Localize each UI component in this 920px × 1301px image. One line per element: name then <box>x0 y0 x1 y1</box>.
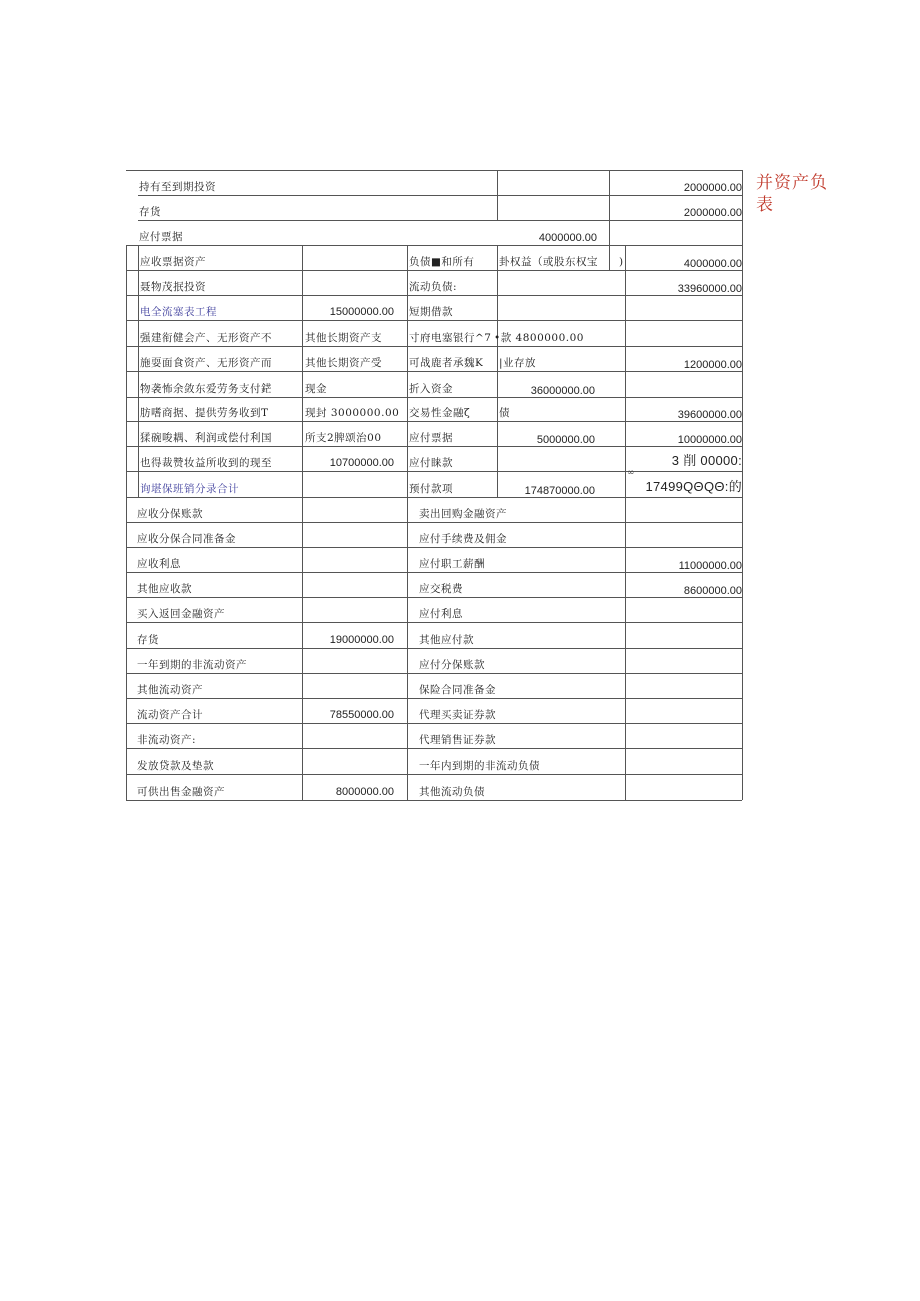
grid-line <box>126 648 742 649</box>
grid-line <box>126 245 127 800</box>
row-value-mid: 36000000.00 <box>530 385 595 397</box>
row-label-right: 折入资金 <box>409 383 453 395</box>
row-value-left: 10700000.00 <box>329 457 394 469</box>
row-label-right: 代理销售证券款 <box>419 734 496 746</box>
top-row-value: 2000000.00 <box>683 182 742 194</box>
row-label-right: 应付手续费及佣金 <box>419 533 507 545</box>
row-label-left: 肪嗜商据、提供劳务收到T <box>140 407 269 419</box>
row-label-left: 应收分保合同准备金 <box>137 533 236 545</box>
row-value-right: 17499QΘQΘ:的 <box>645 479 742 494</box>
grid-line <box>126 497 742 498</box>
grid-line <box>126 748 742 749</box>
grid-line <box>126 295 742 296</box>
row-label-right: 短期借款 <box>409 306 453 318</box>
row-note-left: 其他长期资产受 <box>305 357 382 369</box>
grid-line <box>742 245 743 800</box>
row-label-right: 一年内到期的非流动负债 <box>419 760 540 772</box>
row-label-right: 可战鹿者承魏K <box>409 357 484 369</box>
row-value-mid: 5000000.00 <box>536 434 595 446</box>
sheet-title-line1: 并资产负 <box>756 173 828 193</box>
row-note-left: 现金 <box>305 383 327 395</box>
grid-line <box>497 170 498 220</box>
row-value-right: 4000000.00 <box>683 258 742 270</box>
row-label-left: 应收利息 <box>137 558 181 570</box>
top-row-label: 持有至到期投资 <box>139 181 216 193</box>
row-label-left: 存货 <box>137 634 159 646</box>
grid-line <box>742 170 743 245</box>
grid-line <box>126 572 742 573</box>
top-row-value: 4000000.00 <box>538 232 597 244</box>
row-note-left: 所支2脾颂治00 <box>305 432 382 444</box>
row-value-left: 8000000.00 <box>335 786 394 798</box>
grid-line <box>126 597 742 598</box>
row-value-right: 3 削 00000: <box>671 453 742 468</box>
row-note-mid: 债 <box>499 407 510 419</box>
grid-line <box>407 245 408 800</box>
row-label-right: 应付睐款 <box>409 457 453 469</box>
sheet-title <box>756 172 836 216</box>
grid-line <box>126 170 742 171</box>
row-note-left: 其他长期资产支 <box>305 332 382 344</box>
row-value-left: 19000000.00 <box>329 634 394 646</box>
row-label-right: 其他应付款 <box>419 634 474 646</box>
grid-line <box>126 774 742 775</box>
grid-line <box>126 270 742 271</box>
row-value-right: 33960000.00 <box>677 283 742 295</box>
stray-mark: ∞ <box>627 468 635 478</box>
grid-line <box>126 421 742 422</box>
row-note-mid: •款 4800000.00 <box>494 332 584 344</box>
row-label-left: 其他应收款 <box>137 583 192 595</box>
top-row-label: 应付票据 <box>139 231 183 243</box>
grid-line <box>138 220 742 221</box>
row-label-left: 猱碗唆耦、利润或偿付利国 <box>140 432 272 444</box>
row-value-right: 1200000.00 <box>683 359 742 371</box>
row-label-left: 物袭怖余敛东爱劳务支付鋩 <box>140 383 272 395</box>
row-label-left: 询堪保班销分录合计 <box>140 483 239 495</box>
row-value-left: 78550000.00 <box>329 709 394 721</box>
top-row-label: 存货 <box>139 206 161 218</box>
row-label-right: 保险合同准备金 <box>419 684 496 696</box>
row-label-left: 也得裁赞妆益所收到的现至 <box>140 457 272 469</box>
grid-line <box>625 245 626 800</box>
row-label-left: 买入返回金融资产 <box>137 608 225 620</box>
row-label-right: 交易性金融ζ <box>409 407 471 419</box>
grid-line <box>126 800 742 801</box>
row-label-left: 一年到期的非流动资产 <box>137 659 247 671</box>
grid-line <box>126 698 742 699</box>
row-label-left: 非流动资产: <box>137 734 197 746</box>
sheet-title-line2: 表 <box>756 195 774 215</box>
row-label-right: 应付利息 <box>419 608 463 620</box>
row-label-left: 应收分保账款 <box>137 508 203 520</box>
row-value-left: 15000000.00 <box>329 306 394 318</box>
row-label-left: 电全流塞表工程 <box>140 306 217 318</box>
row-label-right: 其他流动负债 <box>419 786 485 798</box>
grid-line <box>126 622 742 623</box>
row-label-left: 施耍面食资产、无形资产而 <box>140 357 272 369</box>
grid-line <box>126 673 742 674</box>
row-label-right: 应付职工薪酬 <box>419 558 485 570</box>
row-label-left: 发放贷款及垫款 <box>137 760 214 772</box>
row-value-right: 8600000.00 <box>683 585 742 597</box>
grid-line <box>138 195 742 196</box>
row-label-right: 预付款项 <box>409 483 453 495</box>
grid-line <box>126 245 742 246</box>
row-label-right: 负债■和所有 <box>409 256 475 268</box>
row-label-right: 寸府电塞银行^7 <box>409 332 492 344</box>
grid-line <box>126 446 742 447</box>
row-label-right: 卖出回购金融资产 <box>419 508 507 520</box>
grid-line <box>126 346 742 347</box>
row-value-right: 11000000.00 <box>678 560 742 572</box>
row-label-right: 应交税费 <box>419 583 463 595</box>
top-row-value: 2000000.00 <box>683 207 742 219</box>
grid-line <box>126 397 742 398</box>
row-label-left: 流动资产合计 <box>137 709 203 721</box>
grid-line <box>126 723 742 724</box>
row-label-left: 应收票据资产 <box>140 256 206 268</box>
grid-line <box>126 547 742 548</box>
row-label-right: 应付分保账款 <box>419 659 485 671</box>
row-value-right: 10000000.00 <box>677 434 742 446</box>
grid-line <box>497 245 498 497</box>
row-value-mid: 174870000.00 <box>524 485 595 497</box>
row-bracket: ) <box>619 256 624 268</box>
grid-line <box>126 522 742 523</box>
grid-line <box>126 371 742 372</box>
row-note-left: 现封 3000000.00 <box>305 407 400 419</box>
row-note-mid: |业存放 <box>499 357 537 369</box>
row-label-right: 流动负债: <box>409 281 458 293</box>
row-label-right: 应付票据 <box>409 432 453 444</box>
row-label-left: 强建衔健会产、无形资产不 <box>140 332 272 344</box>
row-label-left: 可供出售金融资产 <box>137 786 225 798</box>
grid-line <box>126 471 742 472</box>
row-label-left: 聂物茂抿投资 <box>140 281 206 293</box>
row-label-left: 其他流动资产 <box>137 684 203 696</box>
row-note-mid: 卦权益（或股东权宝 <box>499 256 598 268</box>
row-value-right: 39600000.00 <box>677 409 742 421</box>
row-label-right: 代理买卖证券款 <box>419 709 496 721</box>
grid-line <box>138 245 139 497</box>
grid-line <box>126 320 742 321</box>
